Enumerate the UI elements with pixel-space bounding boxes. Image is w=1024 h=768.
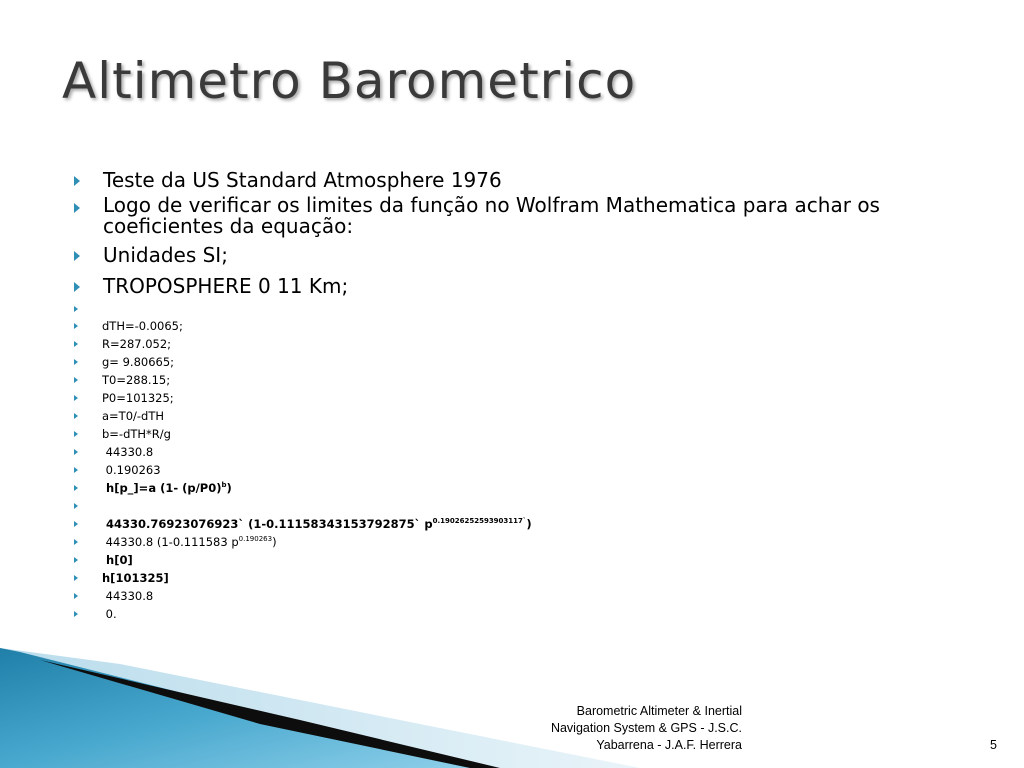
bullet-arrow-icon [74, 539, 78, 545]
list-item: Logo de verificar os limites da função no Wolfram Mathematica para achar os coeficientes da equação: [74, 195, 963, 237]
list-item: dTH=-0.0065; [74, 319, 183, 333]
footer-line: Navigation System & GPS - J.S.C. [550, 721, 742, 735]
list-item: 0. [74, 607, 117, 621]
bullet-arrow-icon [74, 485, 78, 491]
list-item: h[p_]=a (1- $(p/P0)^b$) [74, 481, 232, 495]
list-item: TROPOSPHERE 0 11 Km; [74, 274, 348, 298]
bullet-arrow-icon [74, 306, 78, 312]
list-item: a=T0/-dTH [74, 409, 164, 423]
list-item: h[101325] [74, 571, 169, 585]
bullet-arrow-icon [74, 282, 80, 292]
slide-footer [482, 703, 742, 754]
list-item: b=-dTH*R/g [74, 427, 171, 441]
bullet-arrow-icon [74, 575, 78, 581]
list-item: 44330.8 [74, 589, 153, 603]
bullet-arrow-icon [74, 203, 80, 213]
bullet-arrow-icon [74, 359, 78, 365]
bullet-arrow-icon [74, 449, 78, 455]
list-item: Unidades SI; [74, 243, 228, 267]
bullet-arrow-icon [74, 176, 80, 186]
bullet-arrow-icon [74, 593, 78, 599]
list-item [74, 302, 102, 312]
footer-line: Barometric Altimeter & Inertial [576, 704, 742, 718]
bullet-arrow-icon [74, 431, 78, 437]
bullet-arrow-icon [74, 503, 78, 509]
page-number: 5 [990, 738, 997, 752]
bullet-arrow-icon [74, 341, 78, 347]
slide-title: Altimetro Barometrico [62, 52, 637, 110]
list-item: P0=101325; [74, 391, 174, 405]
list-item [74, 499, 102, 509]
list-item: 0.190263 [74, 463, 161, 477]
bullet-arrow-icon [74, 395, 78, 401]
bullet-arrow-icon [74, 521, 78, 527]
list-item: g= 9.80665; [74, 355, 174, 369]
bullet-arrow-icon [74, 467, 78, 473]
list-item: h[0] [74, 553, 133, 567]
bullet-arrow-icon [74, 251, 80, 261]
list-item: 44330.76923076923` (1-0.11158343153792875` $p^{0.19026252593903117`}$) [74, 517, 532, 531]
list-item: 44330.8 (1-0.111583 $p^{0.190263}$) [74, 535, 277, 549]
bullet-arrow-icon [74, 323, 78, 329]
bullet-arrow-icon [74, 557, 78, 563]
bullet-arrow-icon [74, 611, 78, 617]
list-item: 44330.8 [74, 445, 153, 459]
footer-line: Yabarrena - J.A.F. Herrera [596, 738, 742, 752]
list-item: Teste da US Standard Atmosphere 1976 [74, 168, 502, 192]
list-item: T0=288.15; [74, 373, 170, 387]
list-item: R=287.052; [74, 337, 171, 351]
bullet-arrow-icon [74, 413, 78, 419]
bullet-arrow-icon [74, 377, 78, 383]
